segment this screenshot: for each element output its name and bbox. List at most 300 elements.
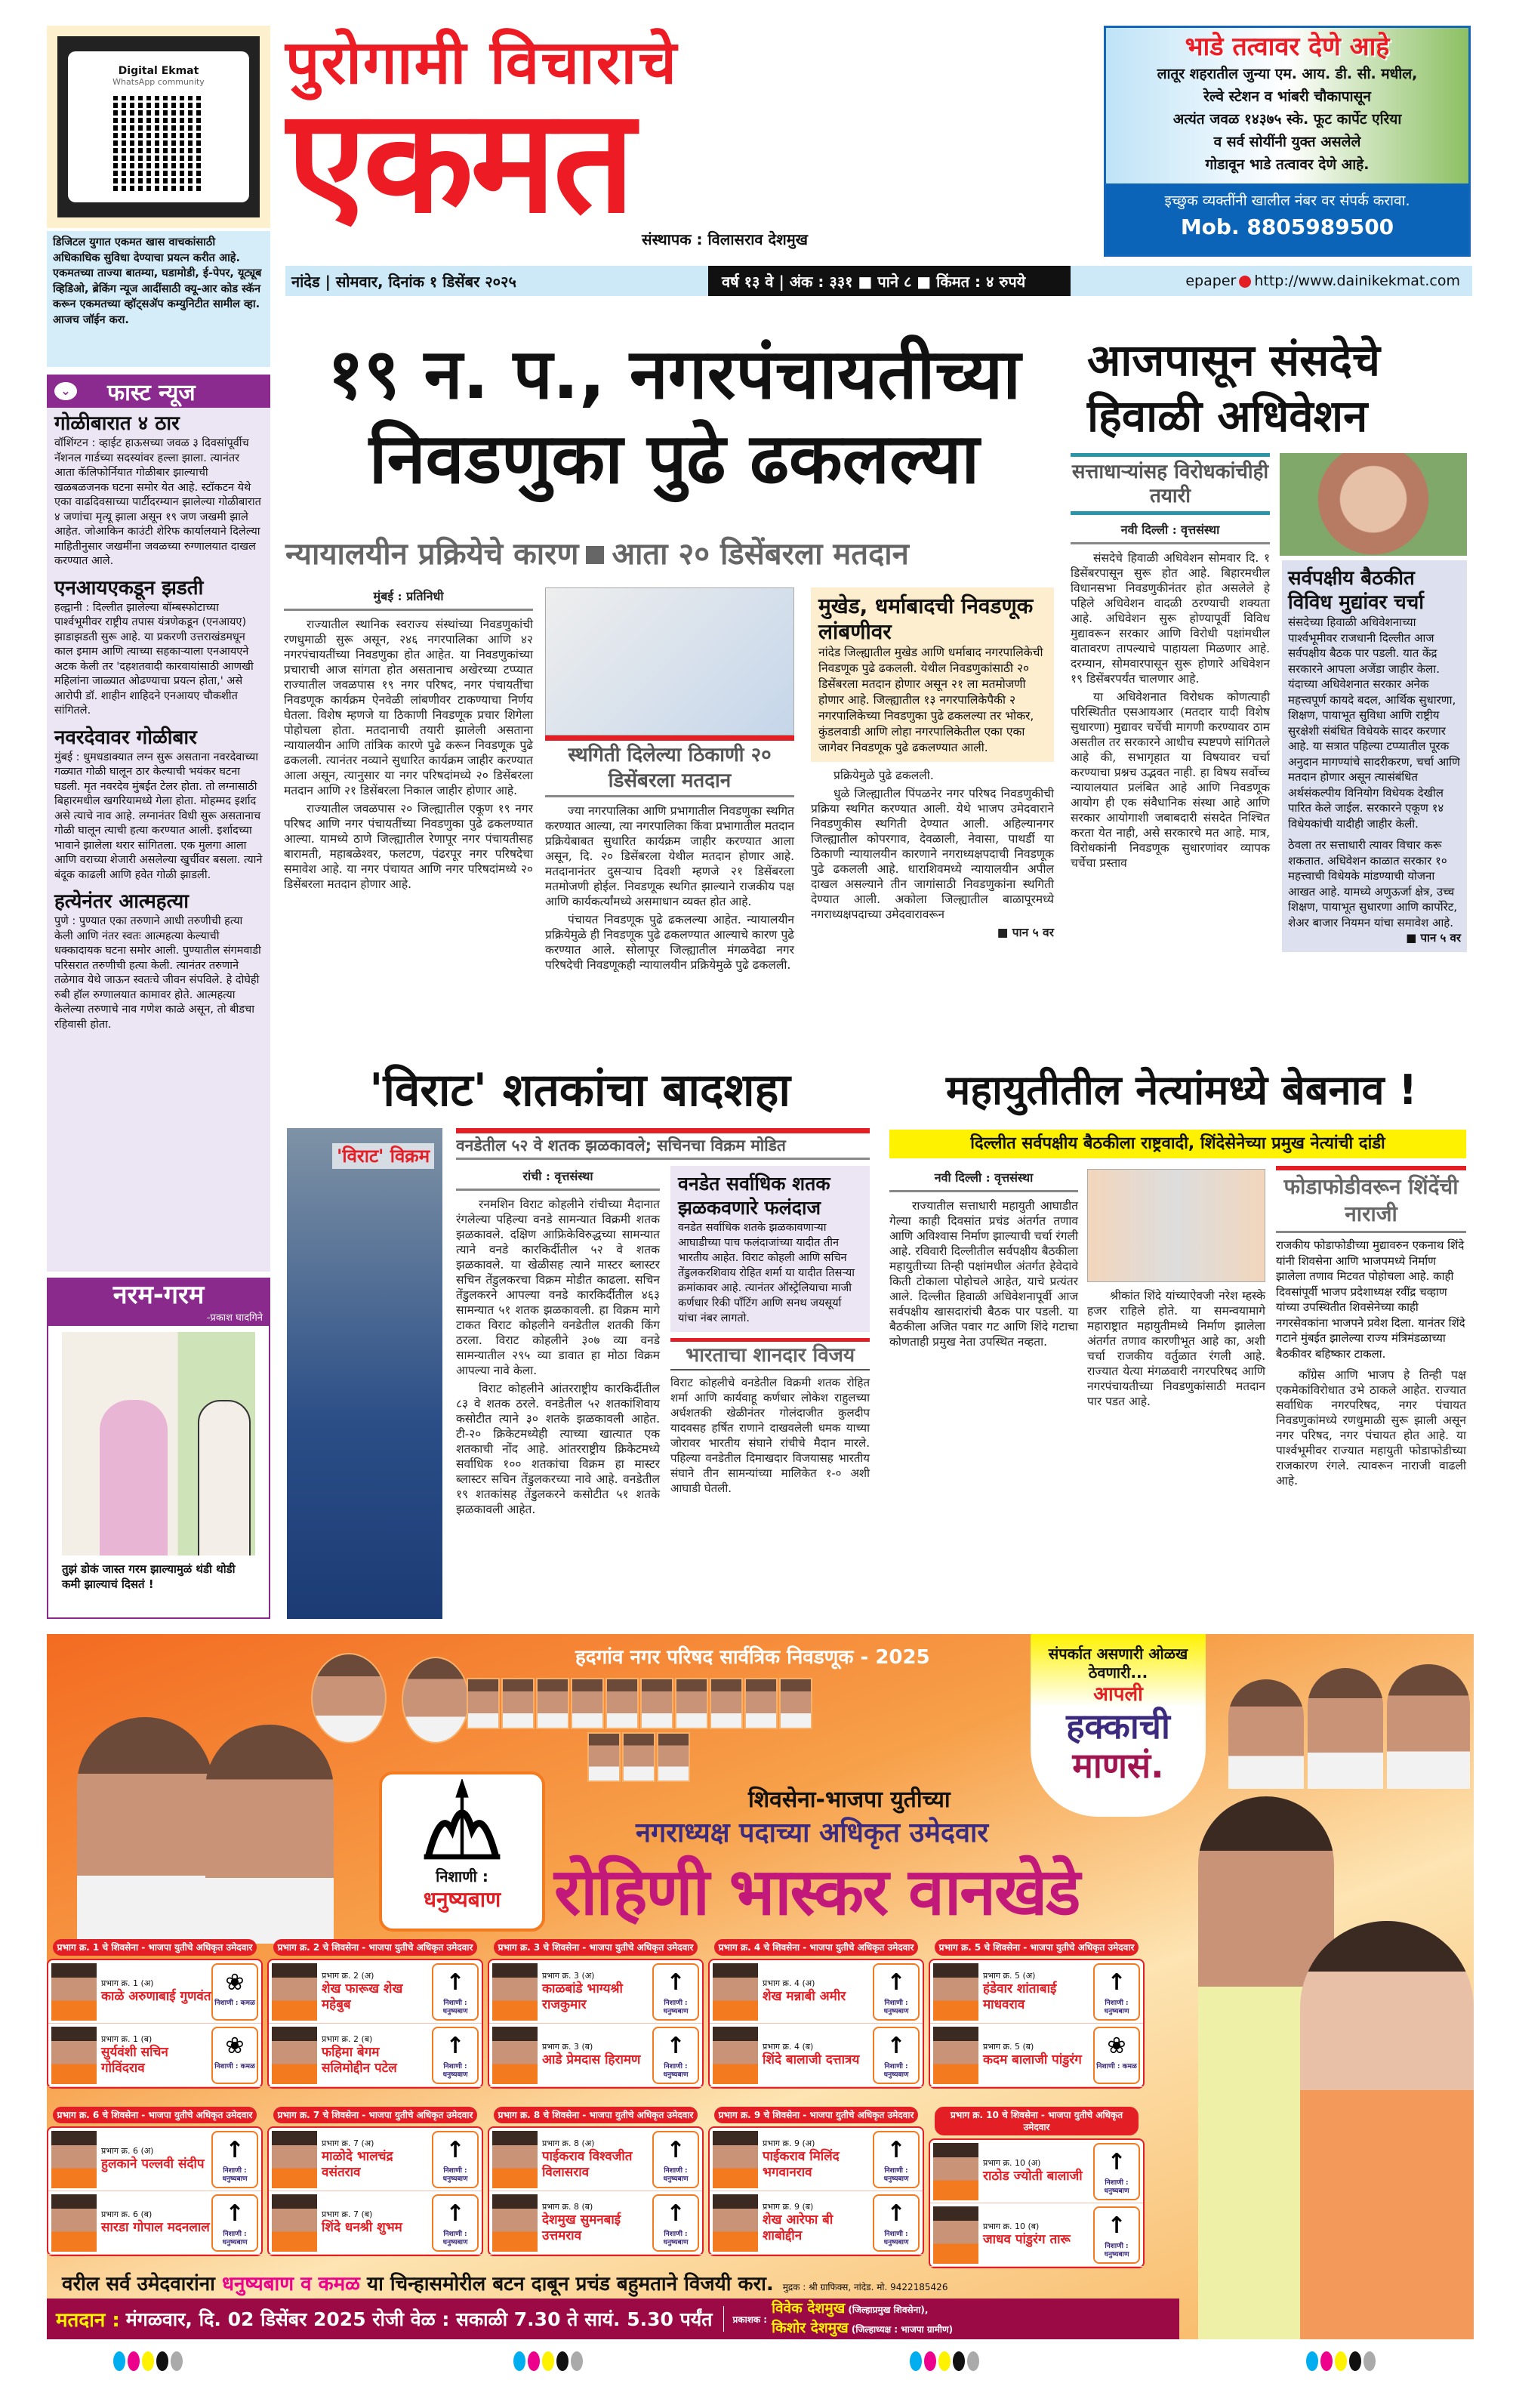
parliament-column [1071, 520, 1270, 871]
leader-portrait [587, 1732, 621, 1782]
symbol-label: निशाणी : धनुष्यबाण [442, 2062, 468, 2079]
candidate-name: शेख आरेफा बी शाबोद्दीन [763, 2212, 833, 2243]
parliament-dateline: नवी दिल्ली : वृत्तसंस्था [1071, 520, 1270, 544]
fast-news-headline: एनआयएकडून झडती [54, 576, 204, 600]
epaper-link[interactable] [1071, 273, 1472, 289]
tagline-box [1031, 1634, 1206, 1817]
ward-header [714, 2107, 918, 2123]
publisher-name: किशोर देशमुख [772, 2320, 849, 2336]
candidate-photo [713, 2194, 758, 2252]
ward-header-suffix: चे शिवसेना - भाजपा युतीचे अधिकृत उमेदवार [543, 1942, 694, 1953]
virat-story [456, 1128, 870, 1520]
symbol-label: निशाणी : कमळ [214, 2062, 255, 2070]
box-headline: वनडेत सर्वाधिक शतक झळकवणारे फलंदाज [678, 1173, 830, 1219]
candidate-name: आडे प्रेमदास हिरामण [542, 2052, 641, 2067]
seat-label: प्रभाग क्र. 3 (अ) [542, 1970, 595, 1981]
ward-header-suffix: चे शिवसेना - भाजपा युतीचे अधिकृत उमेदवार [102, 1942, 253, 1953]
parliament-headline [1087, 332, 1468, 444]
seat-label: प्रभाग क्र. 2 (ब) [322, 2033, 373, 2044]
leader-portrait [311, 1653, 387, 1744]
tagline: संपर्कात असणारी ओळख ठेवणारी... [1048, 1645, 1188, 1682]
lead-column-2 [545, 803, 794, 973]
candidate-info [758, 1978, 873, 2005]
candidate-info [317, 1971, 432, 2013]
classified-line: व सर्व सोयींनी युक्त असलेले [1213, 134, 1361, 150]
tagline: हक्काची [1066, 1706, 1170, 1747]
ward-candidates [47, 2126, 263, 2256]
seat-label: प्रभाग क्र. 10 (ब) [983, 2221, 1040, 2231]
bow-arrow-icon [652, 2027, 699, 2084]
candidate-name: पाईकराव मिलिंद भगवानराव [763, 2148, 840, 2180]
candidate-photo [933, 2206, 978, 2264]
bow-arrow-icon [652, 1963, 699, 2021]
virat-headline: 'विराट' शतकांचा बादशहा [369, 1064, 790, 1117]
seat-label: प्रभाग क्र. 6 (ब) [101, 2209, 153, 2219]
bow-arrow-icon [873, 2194, 920, 2252]
ward-candidates [488, 2126, 704, 2256]
lead-right-column [811, 587, 1054, 940]
mahayuti-column-3 [1276, 1367, 1466, 1488]
ward-number: प्रभाग क्र. 5 [938, 1942, 981, 1953]
ward-group [929, 1939, 1145, 2089]
qr-code-panel [47, 26, 270, 228]
seat-label: प्रभाग क्र. 5 (ब) [983, 2042, 1034, 2052]
symbol-label: निशाणी : धनुष्यबाण [883, 2062, 909, 2079]
mahayuti-column-2 [1087, 1288, 1265, 1409]
candidate-name: हंडेवार शांताबाई माधवराव [983, 1981, 1057, 2012]
bow-arrow-icon [1093, 2143, 1140, 2200]
registration-marks [513, 2351, 583, 2371]
fast-news-body: हल्द्वानी : दिल्लीत झालेल्या बॉम्बस्फोटाच्या पार्श्वभूमीवर राष्ट्रीय तपास यंत्रणेकडून (एनआयए) झाडाझडती सुरू आहे. या प्रकरणी उत्तराखंडमधून काल इमाम आणि त्याच्या सहकाऱ्याला एनआयएने अटक केली तर 'दहशतवादी कारवायांसाठी आणखी महिलांना जाळ्यात ओढण्याचा प्रयत्न होता,' असे आरोपी डॉ. शाहीन शाहिदने एनआयए चौकशीत सांगितले. [54, 601, 254, 717]
symbol-glyph: ↑ [666, 2200, 686, 2227]
virat-column [456, 1166, 660, 1520]
candidate-photo [933, 2143, 978, 2200]
ward-header-suffix: चे शिवसेना - भाजपा युतीचे अधिकृत उमेदवार [984, 1942, 1135, 1953]
classified-line: गोडावून भाडे तत्वावर देणे आहे. [1205, 156, 1370, 173]
classified-line: रेल्वे स्टेशन व भांबरी चौकापासून [1203, 88, 1371, 105]
cartoon-byline: -प्रकाश घादगिने [206, 1312, 263, 1324]
candidate-info [97, 2146, 211, 2172]
ward-group [47, 2107, 263, 2256]
ward-header [53, 2107, 257, 2123]
symbol-glyph: ↑ [666, 2136, 686, 2163]
leader-portrait [640, 1678, 673, 1729]
candidate-info [97, 2034, 211, 2077]
website-url[interactable]: http://www.dainikekmat.com [1254, 273, 1460, 289]
fast-news-headline: गोळीबारात ४ ठार [54, 412, 180, 435]
dateline-bar [285, 266, 1472, 296]
mayoral-candidate-name: रोहिणी भास्कर वानखेडे [554, 1855, 1080, 1930]
ward-group [929, 2107, 1145, 2268]
candidate-card [930, 2203, 1143, 2267]
fast-news-headline: हत्येनंतर आत्महत्या [54, 890, 189, 913]
tagline: माणसं. [1072, 1745, 1164, 1786]
seat-label: प्रभाग क्र. 9 (अ) [763, 2138, 815, 2148]
fast-news-body: पुणे : पुण्यात एका तरुणाने आधी तरुणीची हत्या केली आणि नंतर स्वतः आत्महत्या केल्याची धक्कादायक घटना समोर आली. पुण्यातील संगमवाडी परिसरात तरुणीची हत्या केली. त्यानंतर तरुणाने तळेगाव येथे जाऊन स्वतःचे जीवन संपविले. हे दोघेही रुबी हॉल रुग्णालयात कामावर होते. आत्महत्या केलेल्या तरुणाचे नाव गणेश काळे असून, तो बीडचा रहिवासी होता. [54, 915, 261, 1031]
lotus-icon [211, 1963, 258, 2021]
continued-link[interactable]: ■ पान ५ वर [1406, 931, 1461, 945]
candidate-photo [713, 2131, 758, 2188]
lead-headline-line: १९ न. प., नगरपंचायतीच्या [327, 334, 1021, 415]
candidate-info [978, 1971, 1093, 2013]
candidate-info [978, 2221, 1093, 2248]
paragraph: श्रीकांत शिंदे यांच्याऐवजी नरेश म्हस्के हजर राहिले होते. या समन्वयामागे महाराष्ट्रात महायुतीमध्ये निर्माण झालेला अंतर्गत तणाव कारणीभूत आहे का, अशी चर्चा राजकीय वर्तुळात रंगली आहे. राज्यात येत्या मंगळवारी नगरपरिषद आणि नगरपंचायतीच्या निवडणुकांसाठी मतदान पार पडत आहे. [1087, 1289, 1265, 1408]
symbol-label: निशाणी : धनुष्यबाण [663, 2062, 689, 2079]
paragraph: या अधिवेशनात विरोधक कोणत्याही परिस्थितीत एसआयआर (मतदार यादी विशेष सुधारणा) मुद्यावर चर्चेची मागणी करण्यावर ठाम असतील तर सरकारने आधीच स्पष्टपणे सांगितले आहे की, सभागृहात या विषयावर चर्चा करण्याचा प्रश्नच उद्भवत नाही. हा विषय सर्वोच्च न्यायालयात प्रलंबित आहे आणि निवडणूक आयोग ही एक संवैधानिक संस्था आहे आणि सरकार आयोगाशी जबाबदारी संसदेत निश्चित करता येत नाही, असे सरकारचे मत आहे. मात्र, विरोधकांनी निवडणूक सुधारणांवर व्यापक चर्चेचा प्रस्ताव [1071, 690, 1270, 870]
seat-label: प्रभाग क्र. 7 (ब) [322, 2209, 373, 2219]
leaders-photo [1087, 1169, 1265, 1282]
candidate-name: पाईकराव विश्वजीत विलासराव [542, 2148, 633, 2180]
candidate-card [489, 2128, 702, 2191]
fast-news-item [47, 722, 270, 886]
symbol-glyph: ↑ [445, 2032, 465, 2059]
tagline: आपली [1093, 1683, 1143, 1706]
seat-label: प्रभाग क्र. 8 (अ) [542, 2138, 595, 2148]
ward-number: प्रभाग क्र. 2 [277, 1942, 320, 1953]
symbol-glyph: ↑ [886, 2032, 906, 2059]
qr-subtitle: WhatsApp community [112, 77, 205, 87]
mahayuti-middle [1087, 1169, 1265, 1412]
leader-portrait [744, 1678, 778, 1729]
candidate-info [978, 2042, 1093, 2068]
candidate-name: काळे अरुणाबाई गुणवंत [101, 1989, 211, 2004]
ad-header: हदगांव नगर परिषद सार्वत्रिक निवडणूक - 2025 [575, 1646, 930, 1669]
candidate-name: शेख फारूख शेख महेबुब [322, 1981, 403, 2012]
candidate-info [317, 2034, 432, 2077]
founder-credit: संस्थापक : विलासराव देशमुख [642, 230, 809, 248]
bow-arrow-icon [417, 1779, 507, 1864]
candidate-photo [1300, 1921, 1474, 2339]
parliament-column-wrap [1071, 453, 1270, 874]
candidate-card [710, 2191, 923, 2255]
symbol-glyph: ↑ [445, 2136, 465, 2163]
mahayuti-headline: महायुतीतील नेत्यांमध्ये बेबनाव ! [946, 1066, 1417, 1114]
classified-ad [1104, 26, 1471, 257]
ward-candidates [47, 1959, 263, 2089]
candidate-info [758, 2202, 873, 2244]
candidate-card [930, 2024, 1143, 2087]
box-body: वनडेत सर्वाधिक शतके झळकावणाऱ्या आघाडीच्या पाच फलंदाजांच्या यादीत तीन भारतीय आहेत. विराट कोहली आणि सचिन तेंडुलकरशिवाय रोहित शर्मा या यादीत तिसऱ्या क्रमांकावर आहे. त्यानंतर ऑस्ट्रेलियाचा माजी कर्णधार रिकी पॉंटिंग आणि सनथ जयसूर्या यांचा नंबर लागतो. [678, 1222, 855, 1324]
leader-portrait [402, 1657, 470, 1744]
symbol-label: निशाणी : कमळ [214, 1999, 255, 2007]
fast-news-item [47, 886, 270, 1035]
candidate-info [758, 2138, 873, 2181]
printer-credit: मुद्रक : श्री ग्राफिक्स, नांदेड. मो. 9422185426 [782, 2282, 948, 2292]
candidate-info [538, 1971, 652, 2013]
box-body: राजकीय फोडाफोडीच्या मुद्यावरुन एकनाथ शिंदे यांनी शिवसेना आणि भाजपमध्ये निर्माण झालेला तणाव मिटवत पोहोचला आहे. काही दिवसांपूर्वी भाजप प्रदेशाध्यक्ष रवींद्र चव्हाण यांच्या उपस्थितीत शिवसेनेच्या काही नगरसेवकांना भाजपने प्रवेश दिला. यानंतर शिंदे गटाने मुंबईत झालेल्या राज्य मंत्रिमंडळाच्या बैठकीवर बहिष्कार टाकला. [1276, 1238, 1465, 1361]
india-win-headline: भारताचा शानदार विजय [670, 1338, 870, 1370]
candidate-name: जाधव पांडुरंग तारू [983, 2232, 1071, 2247]
symbol-label: निशाणी : [436, 1867, 488, 1885]
seat-label: प्रभाग क्र. 4 (ब) [763, 2042, 814, 2052]
ward-candidates [708, 2126, 924, 2256]
candidate-name: कदम बालाजी पांडुरंग [983, 2052, 1082, 2067]
publisher-label: प्रकाशक : [732, 2314, 768, 2325]
ward-header [935, 2107, 1139, 2135]
classified-line: अत्यंत जवळ १४३७५ स्के. फूट कार्पेट एरिया [1172, 111, 1402, 128]
candidate-name: राठोड ज्योती बालाजी [983, 2169, 1083, 2184]
symbol-label: निशाणी : धनुष्यबाण [883, 1999, 909, 2015]
symbol-label: निशाणी : धनुष्यबाण [222, 2166, 248, 2183]
seat-label: प्रभाग क्र. 7 (अ) [322, 2138, 374, 2148]
ward-group [488, 2107, 704, 2256]
symbol-label: निशाणी : धनुष्यबाण [663, 2230, 689, 2246]
ward-candidates [267, 2126, 483, 2256]
ward-group [47, 1939, 263, 2089]
candidate-card [489, 2191, 702, 2255]
box-headline: सर्वपक्षीय बैठकीत विविध मुद्यांवर चर्चा [1288, 567, 1424, 614]
seat-label: प्रभाग क्र. 8 (ब) [542, 2201, 593, 2212]
ward-number: प्रभाग क्र. 9 [718, 2110, 761, 2120]
alliance-text: शिवसेना-भाजपा युतीच्या [748, 1787, 951, 1813]
candidate-photo [492, 2131, 538, 2188]
candidate-card [489, 1960, 702, 2024]
symbol-glyph: ↑ [886, 1969, 906, 1996]
seat-label: प्रभाग क्र. 6 (अ) [101, 2146, 154, 2156]
chevron-down-icon: ⌄ [54, 382, 77, 400]
parliament-kicker: सत्ताधाऱ्यांसह विरोधकांचीही तयारी [1071, 453, 1270, 515]
candidate-info [538, 2138, 652, 2181]
candidate-photo [51, 2131, 97, 2188]
voting-appeal [62, 2271, 948, 2300]
seat-label: प्रभाग क्र. 1 (ब) [101, 2033, 153, 2044]
symbol-glyph: ↑ [445, 2200, 465, 2227]
ward-group [708, 1939, 924, 2089]
leader-photo [77, 1717, 213, 1944]
classified-line: लातूर शहरातील जुन्या एम. आय. डी. सी. मधील, [1157, 66, 1418, 82]
fast-news-item [47, 572, 270, 722]
subhead-part: आता २० डिसेंबरला मतदान [612, 537, 909, 572]
appeal-text: या चिन्हासमोरील बटन दाबून प्रचंड बहुमताने विजयी करा. [367, 2273, 774, 2295]
cartoon-image [62, 1332, 255, 1555]
paragraph: धुळे जिल्ह्यातील पिंपळनेर नगर परिषद निवडणुकीची प्रक्रिया स्थगित करण्यात आली. येथे भाजप उमेदवाराने निवडणुकीस स्थगिती देण्यात आली. अहिल्यानगर जिल्ह्यातील कोपरगाव, देवळाली, नेवासा, पाथर्डी या ठिकाणी न्यायालयीन कारणाने नगराध्यक्षपदाची निवडणूक पुढे ढकलली आहे. धाराशिवमध्ये न्यायालयीन अपील दाखल असल्याने तीन जागांसाठी निवडणुकांना स्थगिती देण्यात आली. अकोला जिल्ह्यातील बाळापूरमध्ये नगराध्यक्षपदाच्या उमेदवारावरून [811, 787, 1054, 921]
candidate-card [269, 1960, 482, 2024]
candidate-info [538, 2042, 652, 2068]
symbol-glyph: ↑ [1107, 2212, 1126, 2239]
candidate-name: शिंदे धनश्री शुभम [322, 2220, 402, 2235]
lead-headline [285, 332, 1063, 501]
fast-news-body: वॉशिंग्टन : व्हाईट हाऊसच्या जवळ ३ दिवसांपूर्वीच नॅशनल गार्डच्या सदस्यांवर हल्ला झाला. त्यानंतर आता कॅलिफोर्नियात गोळीबार झाल्याची खळबळजनक घटना समोर येत आहे. स्टॉकटन येथे एका वाढदिवसाच्या पार्टीदरम्यान झालेल्या गोळीबारात ४ जणांचा मृत्यू झाला असून १९ जण जखमी झाले आहेत. जोआकिन काउंटी शेरिफ कार्यालयाने दिलेल्या माहितीनुसार जखमींना जवळच्या रुग्णालयात दाखल करण्यात आले. [54, 437, 261, 567]
symbol-glyph: ↑ [666, 2032, 686, 2059]
box-body: नांदेड जिल्ह्यातील मुखेड आणि धर्माबाद नगरपालिकेची निवडणूक पुढे ढकलली. येथील निवडणुकांसाठी २० डिसेंबरला मतदान होणार असून २१ ला मतमोजणी होणार आहे. जिल्ह्यातील १३ नगरपालिकेपैकी २ नगरपालिकेच्या निवडणुका पुढे ढकलल्या तर भोकर, कुंडलवाडी आणि लोहा नगरपालिकेतील एका एका जागेवर निवडणूक पुढे ढकलण्यात आली. [818, 646, 1043, 754]
leader-portrait [622, 1732, 655, 1782]
bow-arrow-icon [652, 2131, 699, 2188]
defection-box [1276, 1166, 1466, 1491]
candidate-card [48, 2191, 261, 2255]
lead-headline-line: निवडणुका पुढे ढकलल्या [368, 418, 980, 499]
candidate-info [97, 1978, 211, 2005]
symbol-glyph: ↑ [886, 2200, 906, 2227]
box-headline: फोडाफोडीवरून शिंदेंची नाराजी [1276, 1166, 1466, 1233]
paragraph: विराट कोहलीने आंतरराष्ट्रीय कारकिर्दीतील ८३ वे शतक ठरले. वनडेतील ५२ शतकांशिवाय कसोटीत त्याने ३० शतके झळकावली आहेत. टी-२० क्रिकेटमध्येही त्याच्या खात्यात एक शतकाची नोंद आहे. आंतरराष्ट्रीय क्रिकेटमध्ये सर्वाधिक १०० शतकांचा विक्रम हा मास्टर ब्लास्टर सचिन तेंडुलकरच्या नावे आहे. वनडेतील १९ शतकांसह तेंडुलकरने कसोटीत ५१ शतके झळकावली आहेत. [456, 1382, 660, 1516]
candidate-photo [492, 2194, 538, 2252]
ward-candidates [929, 1959, 1145, 2089]
bow-arrow-icon [211, 2131, 258, 2188]
election-advertisement [47, 1634, 1474, 2339]
continued-link[interactable]: ■ पान ५ वर [997, 925, 1054, 939]
ward-header [494, 2107, 698, 2123]
bow-arrow-icon [211, 2194, 258, 2252]
candidate-card [48, 2024, 261, 2087]
symbol-glyph: ↑ [666, 1969, 686, 1996]
candidate-photo [272, 2194, 317, 2252]
ward-number: प्रभाग क्र. 10 [950, 2110, 999, 2120]
symbol-label: निशाणी : धनुष्यबाण [663, 1999, 689, 2015]
fast-news-item [47, 408, 270, 572]
publishers [772, 2299, 953, 2339]
all-party-meeting-box [1282, 560, 1467, 952]
paragraph: प्रक्रियेमुळे पुढे ढकलली. [833, 769, 934, 782]
candidate-photo [51, 1963, 97, 2021]
lead-middle-column [545, 587, 794, 976]
ward-header-suffix: चे शिवसेना - भाजपा युतीचे अधिकृत उमेदवार [763, 2110, 914, 2120]
photo-caption: स्थगिती दिलेल्या ठिकाणी २० डिसेंबरला मतदान [545, 735, 794, 797]
ward-header-suffix: चे शिवसेना - भाजपा युतीचे अधिकृत उमेदवार [102, 2110, 253, 2120]
most-centuries-box [670, 1166, 870, 1332]
symbol-glyph: ↑ [886, 2136, 906, 2163]
symbol-glyph: ❀ [225, 1969, 245, 1996]
symbol-glyph: ↑ [445, 1969, 465, 1996]
bow-arrow-icon [432, 2194, 479, 2252]
ward-header-suffix: चे शिवसेना - भाजपा युतीचे अधिकृत उमेदवार [322, 2110, 473, 2120]
leader-portrait [779, 1678, 812, 1729]
paragraph: राज्यातील जवळपास २० जिल्ह्यातील एकूण १९ नगर परिषद आणि नगर पंचायतींच्या निवडणुका पुढे ढकलण्यात आल्या. यामध्ये ठाणे जिल्ह्यातील रेणापूर नगर पंचायतीसह बारामती, महाबळेश्वर, फलटण, पंढरपूर नगर परिषदेचा समावेश आहे. या नगर पंचायत आणि नगर परिषदांमध्ये २० डिसेंबरला मतदान होणार आहे. [284, 802, 533, 891]
poll-time: मंगळवार, दि. 02 डिसेंबर 2025 रोजी वेळ : सकाळी 7.30 ते सायं. 5.30 पर्यंत [126, 2306, 724, 2332]
fast-news-body: मुंबई : धुमधडाक्यात लग्न सुरू असताना नवरदेवाच्या गळ्यात गोळी घालून ठार केल्याची भयंकर घटना घडली. मृत नवरदेव मुंबईत टेलर होता. तो लग्नासाठी बिहारमधील खगरियामध्ये गेला होता. मोहम्मद इर्शाद असे त्याचे नाव आहे. लग्नानंतर विधी सुरू असतानाच गोळी घालून त्याची हत्या करण्यात आली. इर्शादच्या भावाने झालेला थरार सांगितला. एक मुलगा आला आणि वराच्या शेजारी असलेल्या खुर्चीवर बसला. त्याने बंदूक काढली आणि हवेत गोळी झाडली. [54, 751, 263, 881]
cartoon-title: नरम-गरम [112, 1280, 205, 1310]
poll-label: मतदान : [56, 2309, 120, 2332]
ward-candidates [488, 1959, 704, 2089]
parliament-photo [1280, 453, 1467, 556]
publisher-role: (जिल्हाध्यक्ष : भाजपा ग्रामीण) [851, 2324, 954, 2335]
mahayuti-strap: दिल्लीत सर्वपक्षीय बैठकीला राष्ट्रवादी, शिंदेसेनेच्या प्रमुख नेत्यांची दांडी [889, 1130, 1466, 1158]
bow-arrow-icon [432, 1963, 479, 2021]
lead-dateline: मुंबई : प्रतिनिधी [284, 586, 533, 611]
candidate-photo [492, 1963, 538, 2021]
ward-candidates [708, 1959, 924, 2089]
classified-title: भाडे तत्वावर देणे आहे [1185, 32, 1390, 62]
qr-code-icon[interactable] [113, 96, 204, 191]
publisher-role: (जिल्हाप्रमुख शिवसेना), [848, 2305, 929, 2315]
ward-number: प्रभाग क्र. 6 [57, 2110, 100, 2120]
candidate-card [710, 2128, 923, 2191]
leader-photo [1228, 1679, 1304, 1789]
symbol-glyph: ↑ [225, 2136, 245, 2163]
party-symbol-box [379, 1771, 545, 1932]
symbol-label: निशाणी : धनुष्यबाण [883, 2166, 909, 2183]
mahayuti-column [889, 1167, 1078, 1352]
candidate-photo [272, 1963, 317, 2021]
paragraph: राज्यातील सत्ताधारी महायुती आघाडीत गेल्या काही दिवसांत प्रचंड अंतर्गत तणाव आणि अविश्वास निर्माण झाल्याची चर्चा रंगली आहे. रविवारी दिल्लीतील सर्वपक्षीय बैठकीला महायुतीच्या तिन्ही पक्षांमधील अंतर्गत हेवेदावे किती टोकाला पोहोचले आहेत, याचे प्रत्यंतर आले. दिल्लीत हिवाळी अधिवेशनापूर्वी आज सर्वपक्षीय खासदारांची बैठक पार पडली. या बैठकीला अजित पवार गट आणि शिंदे गटाचा कोणताही प्रमुख नेता उपस्थित नव्हता. [889, 1199, 1078, 1349]
leader-photo [1308, 1668, 1383, 1789]
subhead-part: न्यायालयीन प्रक्रियेचे कारण [285, 537, 579, 572]
candidate-name: शेख मन्नाबी अमीर [763, 1989, 846, 2004]
cartoon-panel [47, 1278, 270, 1619]
candidate-photo [51, 2194, 97, 2252]
candidate-card [48, 2128, 261, 2191]
ward-header [935, 1939, 1139, 1956]
ward-header [273, 2107, 477, 2123]
seat-label: प्रभाग क्र. 1 (अ) [101, 1978, 154, 1988]
symbol-glyph: ↑ [225, 2200, 245, 2227]
bow-arrow-icon [873, 2027, 920, 2084]
ward-header-suffix: चे शिवसेना - भाजपा युतीचे अधिकृत उमेदवार [1002, 2110, 1123, 2132]
publisher-name: विवेक देशमुख [772, 2300, 846, 2317]
qr-description: डिजिटल युगात एकमत खास वाचकांसाठी अधिकाधिक सुविधा देण्याचा प्रयत्न करीत आहे. एकमतच्या ताज्या बातम्या, घडामोडी, ई-पेपर, यूट्यूब व्हिडिओ, ब्रेकिंग न्यूज आदींसाठी क्यू-आर कोड स्कॅन करून एकमतच्या व्हॉट्सॲप कम्युनिटीत सामील व्हा. आजच जॉईन करा. [47, 231, 270, 367]
bow-arrow-icon [432, 2131, 479, 2188]
candidate-name: सुर्यवंशी सचिन गोविंदराव [101, 2044, 168, 2076]
symbol-label: निशाणी : धनुष्यबाण [883, 2230, 909, 2246]
symbol-label: निशाणी : धनुष्यबाण [442, 2230, 468, 2246]
symbol-glyph: ↑ [1107, 1969, 1126, 1996]
leader-portrait [605, 1678, 639, 1729]
candidate-photo [713, 2027, 758, 2084]
virat-photo [287, 1128, 442, 1619]
symbol-label: निशाणी : धनुष्यबाण [222, 2230, 248, 2246]
candidate-name: देशमुख सुमनबाई उत्तमराव [542, 2212, 621, 2243]
candidate-name: फहिमा बेगम सलिमोद्दीन पटेल [322, 2044, 397, 2076]
parliament-headline-text: आजपासून संसदेचे हिवाळी अधिवेशन [1087, 335, 1380, 442]
candidate-photo [933, 1963, 978, 2021]
classified-contact: इच्छुक व्यक्तींनी खालील नंबर वर संपर्क करावा. [1164, 193, 1410, 209]
ward-group [267, 2107, 483, 2256]
fast-news-panel [47, 375, 270, 1272]
candidate-photo [272, 2027, 317, 2084]
edition-date: नांदेड | सोमवार, दिनांक १ डिसेंबर २०२५ [291, 272, 516, 291]
issue-info: वर्ष १३ वे | अंक : ३३१ ■ पाने ८ ■ किंमत : ४ रुपये [708, 266, 1071, 296]
candidate-photo [272, 2131, 317, 2188]
candidate-card [269, 2128, 482, 2191]
seat-label: प्रभाग क्र. 10 (अ) [983, 2158, 1041, 2168]
bow-arrow-icon [873, 2131, 920, 2188]
candidate-card [269, 2191, 482, 2255]
ward-header-suffix: चे शिवसेना - भाजपा युतीचे अधिकृत उमेदवार [322, 1942, 473, 1953]
leader-portrait [501, 1678, 535, 1729]
epaper-logo-icon [1239, 276, 1251, 288]
symbol-label: निशाणी : धनुष्यबाण [1104, 2178, 1129, 2195]
ward-candidates [267, 1959, 483, 2089]
ward-group [267, 1939, 483, 2089]
evm-photo [545, 587, 794, 735]
candidate-info [978, 2158, 1093, 2184]
registration-marks [1306, 2351, 1376, 2371]
bow-arrow-icon [873, 1963, 920, 2021]
seat-label: प्रभाग क्र. 9 (ब) [763, 2201, 814, 2212]
candidate-photo [713, 1963, 758, 2021]
india-win-body: विराट कोहलीचे वनडेतील विक्रमी शतक रोहित शर्मा आणि कार्यवाहू कर्णधार लोकेश राहुलच्या अर्धशतकी खेळीनंतर गोलंदाजीत कुलदीप यादवसह हर्षित राणाने दाखवलेली धमक याच्या जोरावर भारतीय संघाने रांचीचे मैदान मारले. पहिल्या वनडेतील दिमाखदार विजयासह भारतीय संघाने तीन सामन्यांच्या मालिकेत १-० अशी आघाडी घेतली. [670, 1376, 870, 1495]
ward-header [494, 1939, 698, 1956]
paragraph: ज्या नगरपालिका आणि प्रभागातील निवडणुका स्थगित करण्यात आल्या, त्या नगरपालिका किंवा प्रभागातील मतदान प्रक्रियेबाबत सुधारित कार्यक्रम जाहीर करण्यात आला असून, दि. २० डिसेंबरला येथील मतदान होणार आहे. मतदानानंतर दुसऱ्याच दिवशी म्हणजे २१ डिसेंबरला मतमोजणी होईल. निवडणूक स्थगित झाल्याने राजकीय पक्ष आणि कार्यकर्त्यांमध्ये असमाधान व्यक्त होत आहे. [545, 804, 794, 908]
symbol-label: निशाणी : धनुष्यबाण [1104, 2242, 1129, 2258]
candidate-card [930, 1960, 1143, 2024]
symbol-name: धनुष्यबाण [423, 1887, 501, 1912]
candidate-card [710, 2024, 923, 2087]
photo-label: 'विराट' विक्रम [332, 1143, 434, 1169]
leader-photo [205, 1725, 334, 1944]
registration-marks [113, 2351, 183, 2371]
candidate-name: माळोदे भालचंद्र वसंतराव [322, 2148, 393, 2180]
candidate-info [317, 2138, 432, 2181]
symbol-label: निशाणी : धनुष्यबाण [1104, 1999, 1129, 2015]
symbol-glyph: ↑ [1107, 2148, 1126, 2175]
candidate-name: काळबांडे भाग्यश्री राजकुमार [542, 1981, 623, 2012]
candidate-name: सारडा गोपाल मदनलाल [101, 2220, 210, 2235]
leader-portrait [675, 1678, 708, 1729]
lead-subheadline [285, 535, 1063, 574]
cartoon-caption: तुझं डोकं जास्त गरम झाल्यामुळं थंडी थोडी कमी झाल्याचं दिसतं ! [62, 1562, 236, 1591]
classified-mobile: Mob. 8805989500 [1180, 214, 1394, 239]
paragraph: संसदेचे हिवाळी अधिवेशन सोमवार दि. १ डिसेंबरपासून सुरू होत आहे. बिहारमधील विधानसभा निवडणुकीनंतर होत असलेले हे पहिले अधिवेशन वादळी ठरण्याची शक्यता आहे. अधिवेशन सुरू होण्यापूर्वी विविध मुद्यावरून सरकार आणि विरोधी पक्षांमधील वातावरण तापल्याचे पाहायला मिळणार आहे. दरम्यान, सोमवारपासून सुरू होणारे अधिवेशन १९ डिसेंबरपर्यंत चालणार आहे. [1071, 551, 1270, 686]
